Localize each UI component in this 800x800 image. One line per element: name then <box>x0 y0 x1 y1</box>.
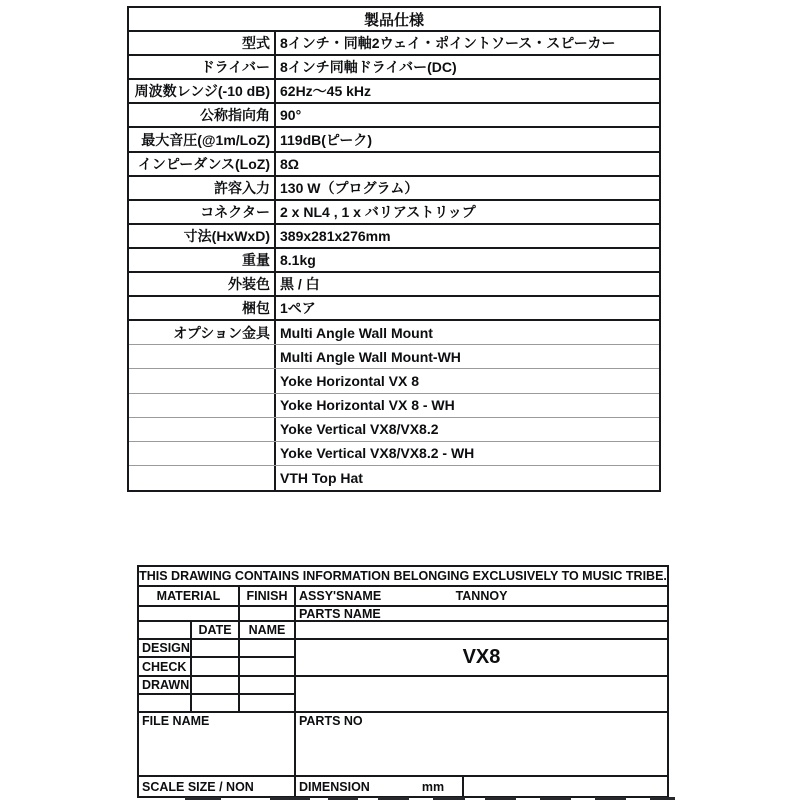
spec-row-color <box>129 273 659 297</box>
model-number: VX8 <box>296 640 667 677</box>
date-header: DATE <box>192 622 240 640</box>
spec-row-weight <box>129 249 659 273</box>
assy-name-cell <box>296 587 667 607</box>
model-spacer-cell <box>296 622 667 640</box>
spec-row-model <box>129 32 659 56</box>
spec-row-option-item <box>129 394 659 418</box>
spec-label <box>129 442 276 465</box>
spec-value: Yoke Horizontal VX 8 <box>280 372 419 389</box>
check-label: CHECK <box>139 658 192 677</box>
file-name-label: FILE NAME <box>139 713 296 777</box>
assy-name-label: ASSY'SNAME <box>299 589 382 603</box>
spec-label <box>129 466 276 490</box>
spec-label: オプション金具 <box>129 321 276 344</box>
spec-label <box>129 394 276 417</box>
spec-row-packing <box>129 297 659 321</box>
spec-value: Multi Angle Wall Mount-WH <box>280 348 461 365</box>
spec-value: 8インチ・同軸2ウェイ・ポイントソース・スピーカー <box>280 35 616 52</box>
spec-row-driver <box>129 56 659 80</box>
spec-row-option-hardware <box>129 321 659 345</box>
spec-value: 8Ω <box>280 155 300 172</box>
check-date-cell <box>192 658 240 677</box>
name-header: NAME <box>240 622 296 640</box>
spec-label: 重量 <box>129 249 276 271</box>
spec-label: 許容入力 <box>129 177 276 199</box>
drawn-name-cell <box>240 677 296 695</box>
spec-row-option-item <box>129 369 659 393</box>
right-blank-cell <box>296 677 667 713</box>
spec-label <box>129 345 276 368</box>
spec-label: ドライバー <box>129 56 276 78</box>
spec-value: 130 W（プログラム） <box>280 179 419 196</box>
spec-label: 周波数レンジ(-10 dB) <box>129 80 276 102</box>
drawn-label: DRAWN <box>139 677 192 695</box>
spec-value: 62Hz～45 kHz <box>280 83 372 100</box>
blank-row-cell <box>139 695 192 713</box>
spec-label <box>129 369 276 392</box>
spec-label <box>129 418 276 441</box>
product-spec-table <box>127 6 661 492</box>
spec-label: 外装色 <box>129 273 276 295</box>
drawn-date-cell <box>192 677 240 695</box>
brand-name: TANNOY <box>455 589 508 603</box>
spec-row-dispersion <box>129 104 659 128</box>
spec-label: 公称指向角 <box>129 104 276 126</box>
spec-value: 黒 / 白 <box>280 276 320 293</box>
parts-no-label: PARTS NO <box>296 713 667 777</box>
spec-label: 型式 <box>129 32 276 54</box>
check-name-cell <box>240 658 296 677</box>
spec-row-connectors <box>129 201 659 225</box>
dimension-cell <box>296 777 464 796</box>
spec-value: Yoke Vertical VX8/VX8.2 - WH <box>280 445 475 462</box>
finish-value-cell <box>240 607 296 622</box>
design-name-cell <box>240 640 296 658</box>
drawing-title-block <box>137 565 669 798</box>
finish-header: FINISH <box>240 587 296 607</box>
spec-value: 119dB(ピーク) <box>280 131 373 148</box>
date-name-spacer-cell <box>139 622 192 640</box>
spec-value: 8インチ同軸ドライバー(DC) <box>280 59 457 76</box>
blank-row-cell <box>240 695 296 713</box>
disclaimer-text: THIS DRAWING CONTAINS INFORMATION BELONGING EXCLUSIVELY TO MUSIC TRIBE. <box>139 567 667 587</box>
spec-row-power-handling <box>129 177 659 201</box>
spec-value: 389x281x276mm <box>280 227 391 244</box>
spec-row-dimensions <box>129 225 659 249</box>
spec-value: 1ペア <box>280 300 316 317</box>
scale-size-label: SCALE SIZE / NON <box>139 777 296 796</box>
dimension-label: DIMENSION <box>299 779 370 794</box>
spec-value: 8.1kg <box>280 251 316 268</box>
spec-label: コネクター <box>129 201 276 223</box>
spec-row-max-spl <box>129 128 659 152</box>
spec-label: 最大音圧(@1m/LoZ) <box>129 128 276 150</box>
spec-label: インピーダンス(LoZ) <box>129 153 276 175</box>
parts-name-label: PARTS NAME <box>296 607 667 622</box>
spec-label: 寸法(HxWxD) <box>129 225 276 247</box>
scale-row-blank-cell <box>464 777 667 796</box>
blank-row-cell <box>192 695 240 713</box>
spec-row-impedance <box>129 153 659 177</box>
design-date-cell <box>192 640 240 658</box>
spec-row-option-item <box>129 418 659 442</box>
material-header: MATERIAL <box>139 587 240 607</box>
spec-row-option-item <box>129 345 659 369</box>
spec-row-frequency-range <box>129 80 659 104</box>
spec-value: Yoke Horizontal VX 8 - WH <box>280 397 455 414</box>
spec-value: VTH Top Hat <box>280 469 363 486</box>
spec-row-option-item <box>129 466 659 490</box>
design-label: DESIGN <box>139 640 192 658</box>
dimension-unit: mm <box>421 779 445 794</box>
spec-table-title: 製品仕様 <box>129 8 659 32</box>
spec-label: 梱包 <box>129 297 276 319</box>
spec-value: Multi Angle Wall Mount <box>280 324 433 341</box>
spec-value: 90° <box>280 107 302 124</box>
spec-row-option-item <box>129 442 659 466</box>
material-value-cell <box>139 607 240 622</box>
spec-value: 2 x NL4 , 1 x バリアストリップ <box>280 203 476 220</box>
spec-value: Yoke Vertical VX8/VX8.2 <box>280 421 439 438</box>
